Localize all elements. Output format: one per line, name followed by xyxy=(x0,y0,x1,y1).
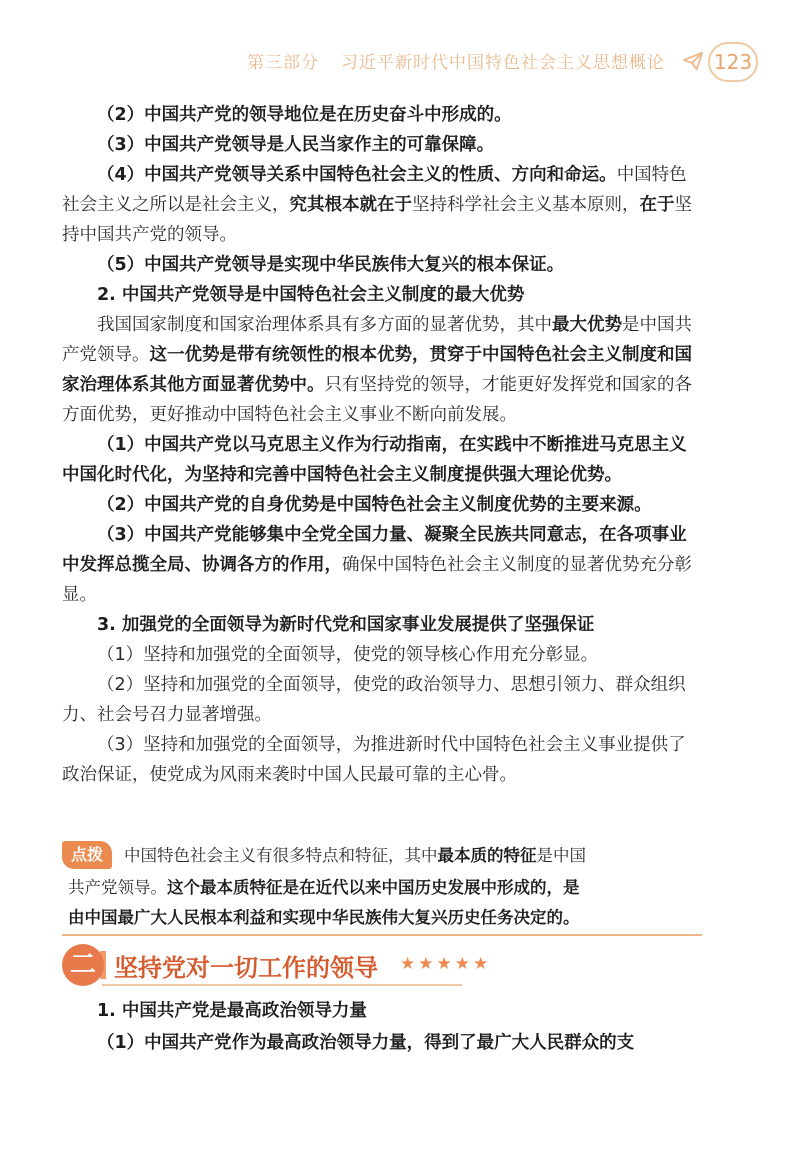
section-number: 二 xyxy=(62,944,104,986)
section-title: 坚持党对一切工作的领导 xyxy=(114,953,378,982)
paper-plane-icon xyxy=(682,50,704,72)
paragraph xyxy=(62,520,702,610)
bold-text: （1）中国共产党作为最高政治领导力量， xyxy=(97,1033,425,1053)
tip-box xyxy=(62,838,702,936)
text: 坚持中国共产党的领导。 xyxy=(62,195,692,245)
tip-line xyxy=(68,874,580,898)
bold-text: 究其根本就在于 xyxy=(289,195,412,215)
text: 我国国家制度和国家治理体系具有多方面的显著优势，其中 xyxy=(97,315,552,335)
paragraph: （2）中国共产党的自身优势是中国特色社会主义制度优势的主要来源。 xyxy=(97,495,652,515)
bold-text: 最大优势 xyxy=(552,315,622,335)
book-title: 习近平新时代中国特色社会主义思想概论 xyxy=(341,53,665,73)
paragraph: （1）坚持和加强党的全面领导，使党的领导核心作用充分彰显。 xyxy=(97,645,599,665)
bold-text: 这一优势是带有统领性的根本优势，贯穿于中国特色社会主义制度和国家治理体系其他方面显著优势中。 xyxy=(62,345,692,395)
section-heading xyxy=(62,944,702,992)
subheading: 2. 中国共产党领导是中国特色社会主义制度的最大优势 xyxy=(97,285,525,305)
bold-text: （3）中国共产党能够集中全党全国力量、凝聚全民族共同意志，在各项事业中发挥总揽全局、协调各方的作用， xyxy=(62,525,687,575)
text: 确保中国特色社会主义制度的显著优势充分彰显。 xyxy=(62,555,692,605)
paragraph: （5）中国共产党领导是实现中华民族伟大复兴的根本保证。 xyxy=(97,255,565,275)
paragraph xyxy=(62,160,702,250)
section-underline xyxy=(102,984,462,986)
star-rating: ★★★★★ xyxy=(400,954,492,974)
text: 共产党领导。 xyxy=(68,878,167,897)
tip-badge: 点拨 xyxy=(62,841,112,869)
text: 中国特色社会主义之所以是社会主义， xyxy=(62,165,687,215)
bold-text: 这个最本质特征是在近代以来中国历史发展中形成的，是 xyxy=(167,878,580,897)
paragraph: （2）中国共产党的领导地位是在历史奋斗中形成的。 xyxy=(97,105,512,125)
running-title xyxy=(247,48,665,73)
text: 只有坚持党的领导，才能更好发挥党和国家的各方面优势，更好推动中国特色社会主义事业不断向前发展。 xyxy=(62,375,692,425)
page-number: 123 xyxy=(708,42,758,82)
tip-line: 由中国最广大人民根本利益和实现中华民族伟大复兴历史任务决定的。 xyxy=(68,908,580,927)
bold-text: （4）中国共产党领导关系中国特色社会主义的性质、方向和命运。 xyxy=(97,165,617,185)
part-label: 第三部分 xyxy=(247,53,319,73)
text: 是中国 xyxy=(536,846,586,865)
page-header xyxy=(0,40,800,90)
text: 中国特色社会主义有很多特点和特征，其中 xyxy=(124,846,438,865)
paragraph: （3）坚持和加强党的全面领导，为推进新时代中国特色社会主义事业提供了政治保证，使党成为风雨来袭时中国人民最可靠的主心骨。 xyxy=(62,735,686,785)
continued-text xyxy=(62,994,702,1058)
subheading: 3. 加强党的全面领导为新时代党和国家事业发展提供了坚强保证 xyxy=(97,615,595,635)
paragraph: （3）中国共产党领导是人民当家作主的可靠保障。 xyxy=(97,135,495,155)
tip-line xyxy=(124,842,586,866)
bold-text: 得到了最广大人民群众的支 xyxy=(424,1033,635,1053)
paragraph xyxy=(62,310,702,430)
paragraph: （1）中国共产党以马克思主义作为行动指南，在实践中不断推进马克思主义中国化时代化，为坚持和完善中国特色社会主义制度提供强大理论优势。 xyxy=(62,435,687,485)
text: 是中国共产党领导。 xyxy=(62,315,692,365)
paragraph xyxy=(62,1028,702,1058)
bold-text: 最本质的特征 xyxy=(437,846,537,865)
bold-text: 在于 xyxy=(639,195,675,215)
main-text xyxy=(62,100,702,790)
text: 坚持科学社会主义基本原则， xyxy=(412,195,640,215)
subheading: 1. 中国共产党是最高政治领导力量 xyxy=(97,1001,367,1021)
paragraph: （2）坚持和加强党的全面领导，使党的政治领导力、思想引领力、群众组织力、社会号召力显著增强。 xyxy=(62,675,686,725)
